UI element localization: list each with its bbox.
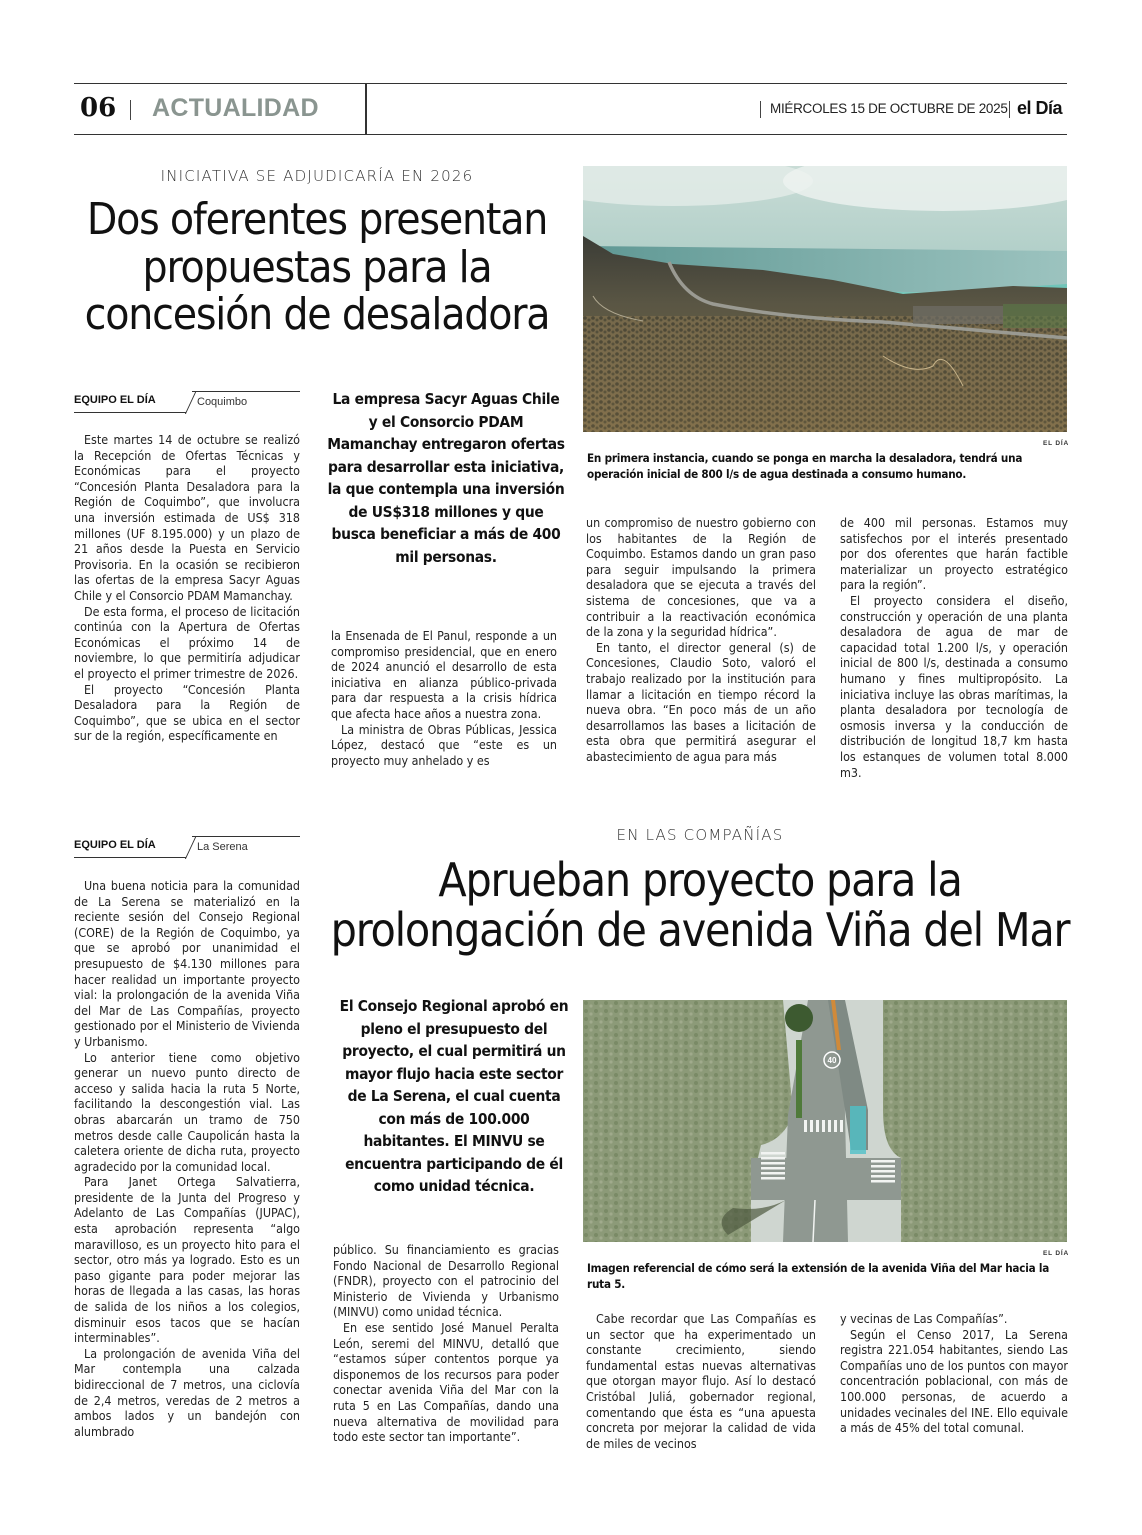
issue-date: MIÉRCOLES 15 DE OCTUBRE DE 2025 bbox=[770, 101, 1008, 116]
newspaper-logo: el Día bbox=[1017, 98, 1063, 118]
byline-place: La Serena bbox=[197, 841, 248, 853]
photo-credit: EL DÍA bbox=[1043, 440, 1069, 447]
article2-column-1 bbox=[74, 878, 300, 1439]
divider bbox=[760, 101, 761, 118]
section-title: ACTUALIDAD bbox=[152, 94, 319, 122]
paragraph: El proyecto “Concesión Planta Desaladora para la Región de Coquimbo”, que se ubica en el sector sur de la región, específicamente en bbox=[74, 681, 300, 744]
byline-author: EQUIPO EL DÍA bbox=[74, 839, 156, 851]
article1-kicker: INICIATIVA SE ADJUDICARÍA EN 2026 bbox=[160, 167, 474, 185]
byline-place: Coquimbo bbox=[197, 396, 248, 408]
paragraph: En ese sentido José Manuel Peralta León, seremi del MINVU, detalló que “estamos súper contentos porque ya disponemos de los recursos para poder conectar avenida Viña del Mar con la ruta 5 en Las Compañías, dando una nueva alternativa de movilidad para todo este sector tan importante”. bbox=[333, 1319, 559, 1445]
paragraph: Este martes 14 de octubre se realizó la Recepción de Ofertas Técnicas y Económicas para el proyecto “Concesión Planta Desaladora para la Región de Coquimbo”, que involucra una inversión estimada de US$ 318 millones (UF 8.195.000) y un plazo de 21 años desde la Puesta en Servicio Provisoria. En la ocasión se recibieron las ofertas de la empresa Sacyr Aguas Chile y el Consorcio PDAM Mamanchay. bbox=[74, 432, 300, 603]
headline-line: Dos oferentes presentan bbox=[86, 194, 548, 245]
divider bbox=[365, 83, 367, 135]
article2-kicker: EN LAS COMPAÑÍAS bbox=[616, 826, 784, 844]
rule bbox=[185, 837, 196, 859]
rule bbox=[74, 412, 186, 413]
rule bbox=[185, 392, 196, 414]
headline-line: Aprueban proyecto para la bbox=[438, 853, 962, 907]
paragraph: Cabe recordar que Las Compañías es un sector que ha experimentado un constante crecimiento, siendo fundamental estas nuevas alternativas que otorgan mayor flujo. Así lo destacó Cristóbal Juliá, gobernador regional, comentando que ésta es “una apuesta concreta por mejorar la calidad de vida de miles de vecinos bbox=[586, 1311, 816, 1451]
article1-column-3 bbox=[586, 515, 816, 765]
paragraph: público. Su financiamiento es gracias Fondo Nacional de Desarrollo Regional (FNDR), proyecto con el patrocinio del Ministerio de Vivienda y Urbanismo (MINVU) como unidad técnica. bbox=[333, 1242, 559, 1320]
rule bbox=[74, 857, 186, 858]
paragraph: La prolongación de avenida Viña del Mar contempla una calzada bidireccional de 7 metros, una ciclovía de 2,4 metros, veredas de 2 metros a ambos lados y un bandejón con alumbrado bbox=[74, 1345, 300, 1439]
rule bbox=[192, 391, 300, 392]
article1-column-2 bbox=[331, 628, 557, 768]
rule bbox=[192, 836, 300, 837]
article1-column-4 bbox=[840, 515, 1068, 780]
divider bbox=[130, 100, 131, 120]
headline-line: concesión de desaladora bbox=[84, 289, 550, 341]
paragraph: Según el Censo 2017, La Serena registra 221.054 habitantes, siendo Las Compañías uno de los puntos con mayor concentración poblacional, con más de 100.000 personas, de acuerdo a unidades vecinales del INE. Ello equivale a más de 45% del total comunal. bbox=[840, 1326, 1068, 1436]
divider bbox=[1009, 101, 1010, 118]
article2-byline bbox=[74, 836, 302, 858]
photo-caption: En primera instancia, cuando se ponga en marcha la desaladora, tendrá una operación inicial de 800 l/s de agua destinada a consumo humano. bbox=[587, 451, 1023, 481]
page-number: 06 bbox=[80, 93, 117, 123]
photo-credit: EL DÍA bbox=[1043, 1250, 1069, 1257]
headline-line: propuestas para la bbox=[142, 241, 492, 293]
paragraph: Una buena noticia para la comunidad de La Serena se materializó en la reciente sesión del Consejo Regional (CORE) de la Región de Coquimbo, ya que se aprobó por unanimidad el presupuesto de $4.130 millones para hacer realidad un importante proyecto vial: la prolongación de la avenida Viña del Mar de Las Compañías, proyecto gestionado por el Ministerio de Vivienda y Urbanismo. bbox=[74, 878, 300, 1049]
paragraph: En tanto, el director general (s) de Concesiones, Claudio Soto, valoró el trabajo realizado por la institución para llamar a licitación en tiempo récord la nueva obra. “En poco más de un año desarrollamos las bases a licitación de esta obra que permitirá asegurar el abastecimiento de agua para más bbox=[586, 639, 816, 764]
road-rendering-image bbox=[583, 1000, 1067, 1242]
article1-column-1 bbox=[74, 432, 300, 744]
photo-caption: Imagen referencial de cómo será la extensión de la avenida Viña del Mar hacia la ruta 5. bbox=[587, 1261, 1050, 1291]
article2-deck: El Consejo Regional aprobó en pleno el presupuesto del proyecto, el cual permitirá un mayor flujo hacia este sector de La Serena, el cual cuenta con más de 100.000 habitantes. El MINVU se encuentra participando de él como unidad técnica. bbox=[339, 997, 569, 1195]
byline-author: EQUIPO EL DÍA bbox=[74, 394, 156, 406]
article1-headline bbox=[70, 196, 564, 339]
paragraph: Lo anterior tiene como objetivo generar un nuevo punto directo de acceso y salida hacia la ruta 5 Norte, facilitando la descongestión vial. Las obras abarcarán un tramo de 750 metros desde calle Caupolicán hasta la caletera oriente de dicha ruta, proyecto agradecido por la comunidad local. bbox=[74, 1049, 300, 1174]
paragraph: un compromiso de nuestro gobierno con los habitantes de la Región de Coquimbo. Estamos dando un gran paso para seguir impulsando la primera desaladora que se ejecuta a través del sistema de concesiones, que va a contribuir a la reactivación económica de la zona y la seguridad hídrica”. bbox=[586, 515, 816, 640]
aerial-coast-image bbox=[583, 166, 1067, 432]
paragraph: La ministra de Obras Públicas, Jessica López, destacó que “este es un proyecto muy anhelado y es bbox=[331, 721, 557, 768]
headline-line: prolongación de avenida Viña del Mar bbox=[330, 902, 1070, 957]
article1-byline bbox=[74, 391, 302, 413]
desalination-site-photo bbox=[583, 166, 1067, 432]
article2-headline bbox=[330, 853, 1070, 957]
page-header bbox=[74, 83, 1067, 135]
paragraph: y vecinas de Las Compañías”. bbox=[840, 1311, 1008, 1326]
article1-deck: La empresa Sacyr Aguas Chile y el Consorcio PDAM Mamanchay entregaron ofertas para desarrollar esta iniciativa, la que contempla una inversión de US$318 millones y que busca beneficiar a más de 400 mil personas. bbox=[327, 390, 565, 566]
article2-column-3 bbox=[586, 1311, 816, 1451]
paragraph: la Ensenada de El Panul, responde a un compromiso presidencial, que en enero de 2024 anunció el desarrollo de esta iniciativa en alianza público-privada para dar respuesta a la crisis hídrica que afecta hace años a nuestra zona. bbox=[331, 628, 557, 721]
paragraph: Para Janet Ortega Salvatierra, presidente de la Junta del Progreso y Adelanto de Las Compañías (JUPAC), esta aprobación representa “algo maravilloso, es un proyecto hito para el sector, otro más ya logrado. Esto es un paso gigante para poder mejorar las horas de llegada a las casas, las horas de salida de los niños a los colegios, disminuir esos tacos que se hacían interminables”. bbox=[74, 1174, 300, 1346]
paragraph: De esta forma, el proceso de licitación continúa con la Apertura de Ofertas Económicas el próximo 14 de noviembre, lo que permitiría adjudicar el proyecto el primer trimestre de 2026. bbox=[74, 603, 300, 681]
article2-column-2 bbox=[333, 1242, 559, 1445]
speed-limit-marking: 40 bbox=[827, 1056, 837, 1065]
paragraph: de 400 mil personas. Estamos muy satisfechos por el interés presentado por dos oferentes que harán factible materializar un proyecto estratégico para la región”. bbox=[840, 515, 1068, 593]
avenue-rendering-photo bbox=[583, 1000, 1067, 1242]
paragraph: El proyecto considera el diseño, construcción y operación de una planta desaladora de agua de mar de capacidad total 1.200 l/s, y operación inicial de 800 l/s, destinada a consumo humano y fines multipropósito. La iniciativa incluye las obras marítimas, la planta desaladora por tecnología de osmosis inversa y la conducción de distribución de longitud 18,7 km hasta los estanques de volumen total 8.000 m3. bbox=[840, 592, 1068, 780]
article2-column-4 bbox=[840, 1311, 1068, 1436]
